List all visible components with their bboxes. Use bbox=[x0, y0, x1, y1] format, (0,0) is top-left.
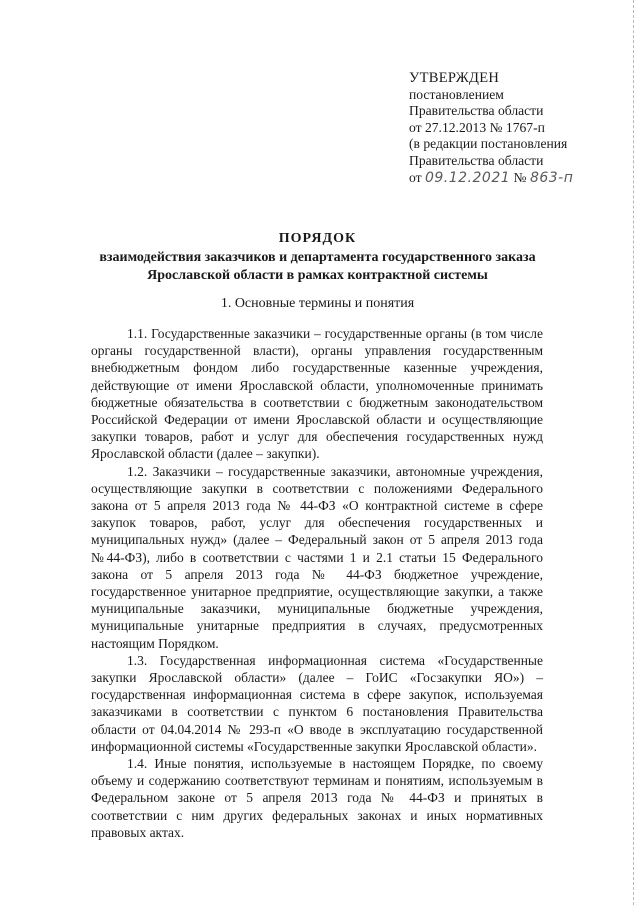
document-body bbox=[91, 325, 543, 841]
number-prefix: № bbox=[513, 169, 527, 185]
approval-line-4: (в редакции постановления bbox=[409, 136, 568, 152]
approval-line-1: постановлением bbox=[409, 86, 504, 102]
approval-line-3: от 27.12.2013 № 1767-п bbox=[409, 119, 545, 135]
document-title-line-1: взаимодействия заказчиков и департамента государственного заказа bbox=[99, 250, 536, 265]
document-title-main: ПОРЯДОК bbox=[278, 231, 357, 246]
approval-stamp bbox=[409, 70, 624, 186]
handwritten-date: 09.12.2021 bbox=[424, 169, 511, 186]
document-title bbox=[90, 230, 545, 285]
scan-edge-line bbox=[632, 0, 634, 905]
approval-title: УТВЕРЖДЕН bbox=[409, 70, 500, 86]
handwritten-number: 863-п bbox=[529, 169, 574, 186]
approval-line-2: Правительства области bbox=[409, 103, 544, 119]
date-prefix: от bbox=[409, 169, 422, 185]
section-heading: 1. Основные термины и понятия bbox=[220, 296, 415, 311]
paragraph-1-3: 1.3. Государственная информационная система «Государственные закупки Ярославской области» (далее – ГоИС «Госзакупки ЯО») – государственная информационная система в сфере закупок, используемая заказчиками в соответствии с пунктом 6 постановления Правительства области от 04.04.2014 № 293-п «О вводе в эксплуатацию государственной информационной системы «Государственные закупки Ярославской области». bbox=[91, 652, 543, 754]
paragraph-1-4: 1.4. Иные понятия, используемые в настоящем Порядке, по своему объему и содержанию соответствуют терминам и понятиям, используемым в Федеральном законе от 5 апреля 2013 года № 44-ФЗ и принятых в соответствии с ним других федеральных законах и иных нормативных правовых актах. bbox=[91, 756, 543, 840]
approval-date-line bbox=[409, 170, 624, 187]
document-title-line-2: Ярославской области в рамках контрактной системы bbox=[147, 268, 488, 283]
paragraph-1-1: 1.1. Государственные заказчики – государственные органы (в том числе органы государственной власти), органы управления государственным внебюджетным фондом либо государственные казенные учреждения, действующие от имени Ярославской области, уполномоченные принимать бюджетные обязательства в соответствии с бюджетным законодательством Российской Федерации от имени Ярославской области и осуществляющие закупки товаров, работ и услуг для обеспечения государственных нужд Ярославской области (далее – закупки). bbox=[91, 326, 543, 462]
approval-line-5: Правительства области bbox=[409, 152, 544, 168]
paragraph-1-2: 1.2. Заказчики – государственные заказчики, автономные учреждения, осуществляющие закупки в соответствии с положениями Федерального закона от 5 апреля 2013 года № 44-ФЗ «О контрактной системе в сфере закупок товаров, работ, услуг для обеспечения государственных и муниципальных нужд» (далее – Федеральный закон от 5 апреля 2013 года №44-ФЗ), либо в соответствии с частями 1 и 2.1 статьи 15 Федерального закона от 5 апреля 2013 года № 44-ФЗ бюджетное учреждение, государственное унитарное предприятие, осуществляющие закупки, а также муниципальные заказчики, муниципальные бюджетные учреждения, муниципальные унитарные предприятия в случаях, предусмотренных настоящим Порядком. bbox=[91, 463, 543, 651]
